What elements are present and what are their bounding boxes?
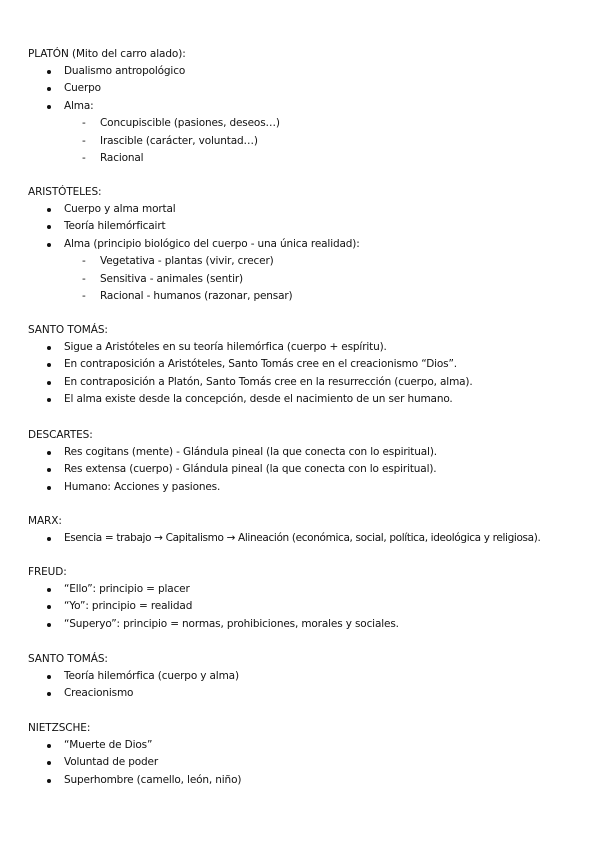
bullet-icon [47, 105, 51, 109]
sub-list-item-text: Vegetativa - plantas (vivir, crecer) [100, 255, 274, 268]
list-item [28, 339, 588, 356]
list-item-text: Alma: [64, 99, 94, 112]
bullet-list [28, 339, 588, 409]
dash-list [28, 253, 588, 305]
list-item-text: Res cogitans (mente) - Glándula pineal (la que conecta con lo espiritual). [64, 446, 437, 458]
list-item-text: Alma (principio biológico del cuerpo - una única realidad): [64, 237, 360, 250]
list-item-text: El alma existe desde la concepción, desde el nacimiento de un ser humano. [64, 393, 453, 406]
bullet-list [28, 737, 588, 789]
bullet-icon [47, 70, 51, 74]
dash-icon: - [82, 134, 86, 147]
bullet-icon [47, 761, 51, 765]
section-heading: MARX: [28, 515, 62, 527]
sub-list-item [28, 253, 588, 270]
bullet-list [28, 668, 588, 703]
list-item [28, 737, 588, 754]
sub-list-item-text: Sensitiva - animales (sentir) [100, 272, 243, 285]
list-item [28, 98, 588, 115]
list-item [28, 236, 588, 253]
list-item-text: Teoría hilemórfica (cuerpo y alma) [64, 670, 239, 682]
list-item-text: Teoría hilemórficairt [64, 220, 166, 233]
list-item [28, 374, 588, 391]
list-item [28, 685, 588, 702]
list-item-text: En contraposición a Platón, Santo Tomás cree en la resurrección (cuerpo, alma). [64, 375, 473, 388]
list-item [28, 80, 588, 97]
list-item-text: Superhombre (camello, león, niño) [64, 773, 242, 786]
section-heading: PLATÓN (Mito del carro alado): [28, 48, 186, 60]
dash-icon: - [82, 289, 86, 302]
list-item-text: Dualismo antropológico [64, 65, 186, 77]
list-item-text: “Muerte de Dios” [64, 739, 153, 751]
section-heading: SANTO TOMÁS: [28, 653, 108, 665]
bullet-icon [47, 486, 51, 490]
list-item [28, 754, 588, 771]
list-item-text: Creacionismo [64, 687, 134, 700]
bullet-icon [47, 208, 51, 212]
bullet-icon [47, 398, 51, 402]
section-heading: SANTO TOMÁS: [28, 324, 108, 336]
bullet-icon [47, 623, 51, 627]
list-item [28, 772, 588, 789]
bullet-list [28, 444, 588, 496]
bullet-list [28, 530, 588, 547]
dash-icon: - [82, 151, 86, 164]
list-item [28, 479, 588, 496]
sub-list-item [28, 288, 588, 305]
bullet-icon [47, 537, 51, 541]
bullet-icon [47, 588, 51, 592]
dash-icon: - [82, 255, 86, 268]
list-item [28, 218, 588, 235]
bullet-icon [47, 381, 51, 385]
section-platon [28, 46, 588, 167]
list-item [28, 668, 588, 685]
list-item-text: Voluntad de poder [64, 756, 159, 769]
section-heading: ARISTÓTELES: [28, 186, 102, 198]
dash-icon: - [82, 117, 86, 130]
bullet-icon [47, 605, 51, 609]
dash-list [28, 115, 588, 167]
sub-list-item-text: Concupiscible (pasiones, deseos…) [100, 117, 280, 130]
list-item [28, 444, 588, 461]
list-item-text: Sigue a Aristóteles en su teoría hilemórfica (cuerpo + espíritu). [64, 341, 387, 353]
list-item-text: “Ello”: principio = placer [64, 583, 190, 595]
section-santo-tomas-2 [28, 651, 588, 703]
list-item [28, 391, 588, 408]
list-item [28, 356, 588, 373]
bullet-icon [47, 779, 51, 783]
list-item [28, 530, 588, 547]
section-freud [28, 564, 588, 633]
list-item [28, 616, 588, 633]
section-aristoteles [28, 184, 588, 305]
sub-list-item [28, 150, 588, 167]
bullet-list [28, 201, 588, 253]
bullet-icon [47, 346, 51, 350]
list-item-text: En contraposición a Aristóteles, Santo Tomás cree en el creacionismo “Dios”. [64, 358, 457, 371]
sub-list-item [28, 271, 588, 288]
dash-icon: - [82, 272, 86, 285]
bullet-icon [47, 744, 51, 748]
bullet-icon [47, 225, 51, 229]
list-item [28, 201, 588, 218]
section-heading: DESCARTES: [28, 429, 93, 441]
list-item-text: “Superyo”: principio = normas, prohibiciones, morales y sociales. [64, 617, 399, 630]
bullet-list [28, 581, 588, 633]
sub-list-item-text: Irascible (carácter, voluntad…) [100, 134, 258, 147]
section-nietzsche [28, 720, 588, 789]
bullet-icon [47, 451, 51, 455]
bullet-icon [47, 363, 51, 367]
list-item [28, 63, 588, 80]
list-item-text: Cuerpo y alma mortal [64, 203, 176, 215]
list-item [28, 581, 588, 598]
sub-list-item-text: Racional [100, 151, 144, 164]
list-item-text: Res extensa (cuerpo) - Glándula pineal (la que conecta con lo espiritual). [64, 463, 437, 476]
sub-list-item-text: Racional - humanos (razonar, pensar) [100, 289, 293, 302]
section-descartes [28, 427, 588, 496]
list-item [28, 598, 588, 615]
bullet-icon [47, 243, 51, 247]
bullet-icon [47, 468, 51, 472]
bullet-list [28, 63, 588, 115]
bullet-icon [47, 87, 51, 91]
list-item-text: Humano: Acciones y pasiones. [64, 480, 221, 493]
list-item [28, 461, 588, 478]
sub-list-item [28, 115, 588, 132]
list-item-text: Cuerpo [64, 82, 101, 95]
section-heading: NIETZSCHE: [28, 722, 91, 734]
bullet-icon [47, 692, 51, 696]
section-santo-tomas-1 [28, 322, 588, 409]
section-heading: FREUD: [28, 566, 67, 578]
list-item-text: “Yo”: principio = realidad [64, 600, 193, 613]
list-item-text: Esencia = trabajo → Capitalismo → Alineación (económica, social, política, ideológica y religiosa). [64, 532, 541, 544]
sub-list-item [28, 133, 588, 150]
section-marx [28, 513, 588, 547]
bullet-icon [47, 675, 51, 679]
